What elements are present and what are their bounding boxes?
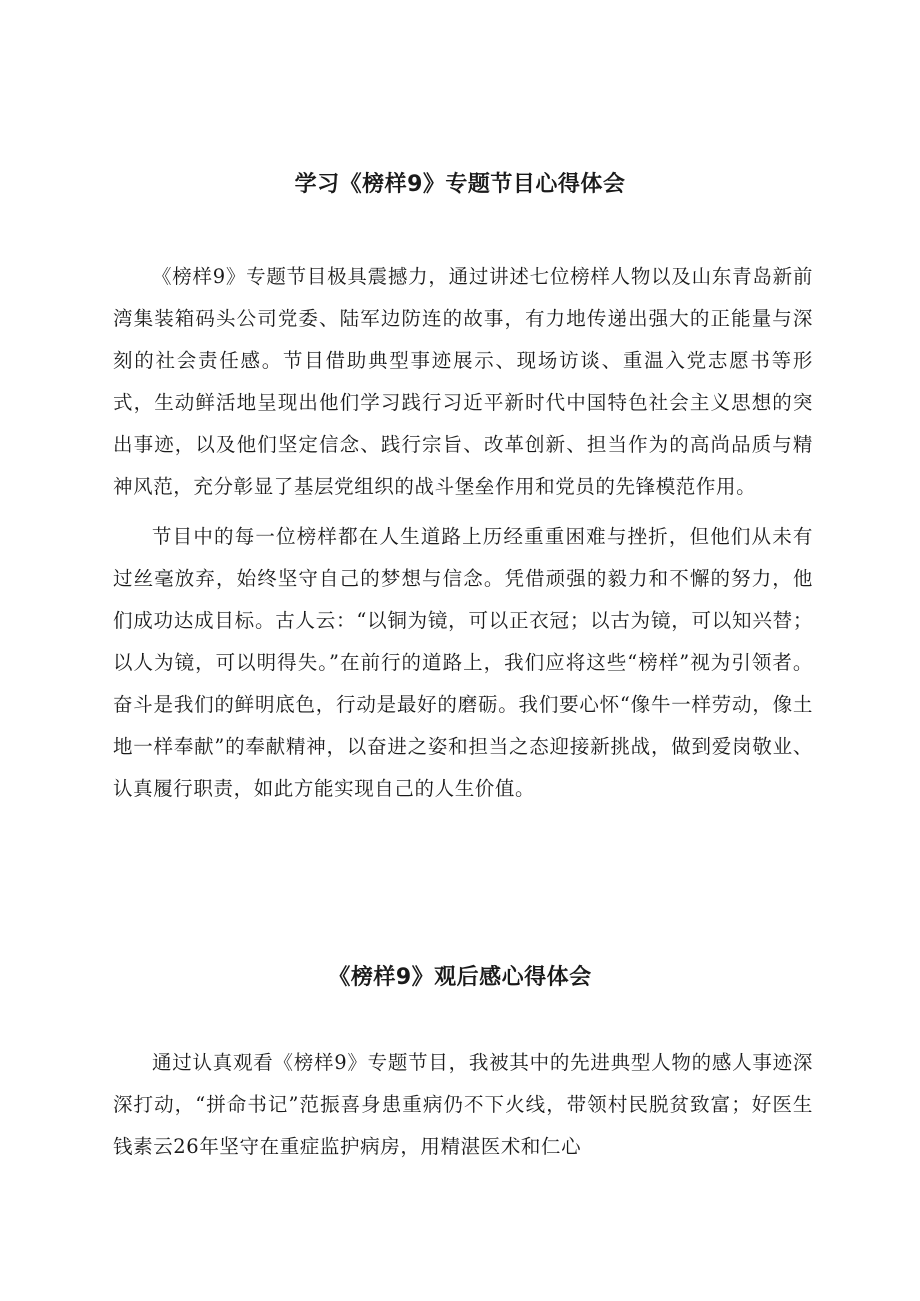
paragraph: 通过认真观看《榜样9》专题节目，我被其中的先进典型人物的感人事迹深深打动，“拼命书记”范振喜身患重病仍不下火线，带领村民脱贫致富；好医生钱素云26年坚守在重症监护病房，用精湛医术和仁心 [113, 1051, 813, 1158]
section-title-1: 学习《榜样9》专题节目心得体会 [294, 172, 626, 197]
section-title-2: 《榜样9》观后感心得体会 [328, 965, 592, 990]
section-body-2 [113, 1042, 813, 1168]
paragraph: 节目中的每一位榜样都在人生道路上历经重重困难与挫折，但他们从未有过丝毫放弃，始终坚守自己的梦想与信念。凭借顽强的毅力和不懈的努力，他们成功达成目标。古人云：“以铜为镜，可以正衣冠；以古为镜，可以知兴替；以人为镜，可以明得失。”在前行的道路上，我们应将这些“榜样”视为引领者。奋斗是我们的鲜明底色，行动是最好的磨砺。我们要心怀“像牛一样劳动，像土地一样奉献”的奉献精神，以奋进之姿和担当之态迎接新挑战，做到爱岗敬业、认真履行职责，如此方能实现自己的人生价值。 [113, 525, 813, 800]
section-body-1 [113, 256, 813, 810]
paragraph: 《榜样9》专题节目极具震撼力，通过讲述七位榜样人物以及山东青岛新前湾集装箱码头公司党委、陆军边防连的故事，有力地传递出强大的正能量与深刻的社会责任感。节目借助典型事迹展示、现场访谈、重温入党志愿书等形式，生动鲜活地呈现出他们学习践行习近平新时代中国特色社会主义思想的突出事迹，以及他们坚定信念、践行宗旨、改革创新、担当作为的高尚品质与精神风范，充分彰显了基层党组织的战斗堡垒作用和党员的先锋模范作用。 [113, 265, 813, 498]
